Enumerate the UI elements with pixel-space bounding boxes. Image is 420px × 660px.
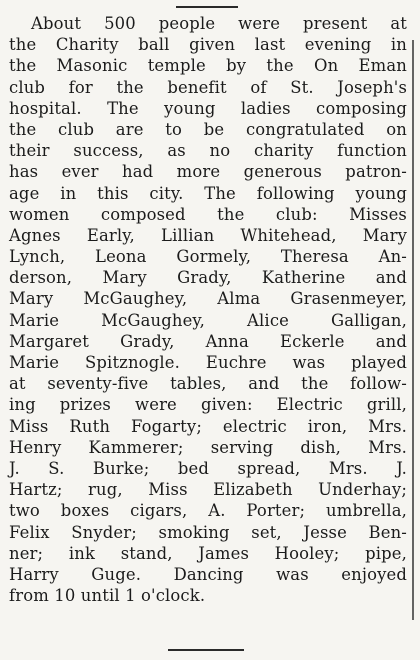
article-line: hospital. The young ladies composing bbox=[9, 98, 407, 118]
article-line: Lynch, Leona Gormely, Theresa An- bbox=[9, 247, 407, 267]
article-line: has ever had more generous patron- bbox=[9, 162, 407, 182]
article-line: ing prizes were given: Electric grill, bbox=[9, 395, 407, 415]
article-line: About 500 people were present at bbox=[31, 14, 407, 33]
article-line: women composed the club: Misses bbox=[9, 204, 407, 224]
article-line: club for the benefit of St. Joseph's bbox=[9, 77, 407, 97]
article-line: the Masonic temple by the On Eman bbox=[9, 56, 407, 76]
article-line: Margaret Grady, Anna Eckerle and bbox=[9, 331, 407, 351]
article-line: Miss Ruth Fogarty; electric iron, Mrs. bbox=[9, 416, 407, 436]
article-line: age in this city. The following young bbox=[9, 183, 407, 203]
article-body bbox=[9, 13, 407, 606]
article-line: Henry Kammerer; serving dish, Mrs. bbox=[9, 437, 407, 457]
article-line: Agnes Early, Lillian Whitehead, Mary bbox=[9, 225, 407, 245]
article-line: Hartz; rug, Miss Elizabeth Underhay; bbox=[9, 480, 407, 500]
article-line: derson, Mary Grady, Katherine and bbox=[9, 268, 407, 288]
article-line: from 10 until 1 o'clock. bbox=[9, 586, 206, 606]
article-line: the Charity ball given last evening in bbox=[9, 35, 407, 55]
bottom-divider-rule bbox=[168, 649, 244, 651]
article-line: Marie McGaughey, Alice Galligan, bbox=[9, 310, 407, 330]
article-line: Marie Spitznogle. Euchre was played bbox=[9, 353, 407, 372]
article-line: two boxes cigars, A. Porter; umbrella, bbox=[9, 501, 407, 521]
article-line: their success, as no charity function bbox=[9, 141, 407, 161]
article-line: the club are to be congratulated on bbox=[9, 119, 407, 139]
article-line: Felix Snyder; smoking set, Jesse Ben- bbox=[9, 522, 407, 542]
right-column-rule bbox=[412, 40, 414, 620]
article-line: at seventy-five tables, and the follow- bbox=[9, 374, 407, 394]
article-line: Harry Guge. Dancing was enjoyed bbox=[9, 564, 407, 584]
article-line: ner; ink stand, James Hooley; pipe, bbox=[9, 543, 407, 563]
article-line: Mary McGaughey, Alma Grasenmeyer, bbox=[9, 289, 407, 309]
article-line: J. S. Burke; bed spread, Mrs. J. bbox=[9, 458, 407, 478]
top-divider-rule bbox=[176, 6, 238, 8]
